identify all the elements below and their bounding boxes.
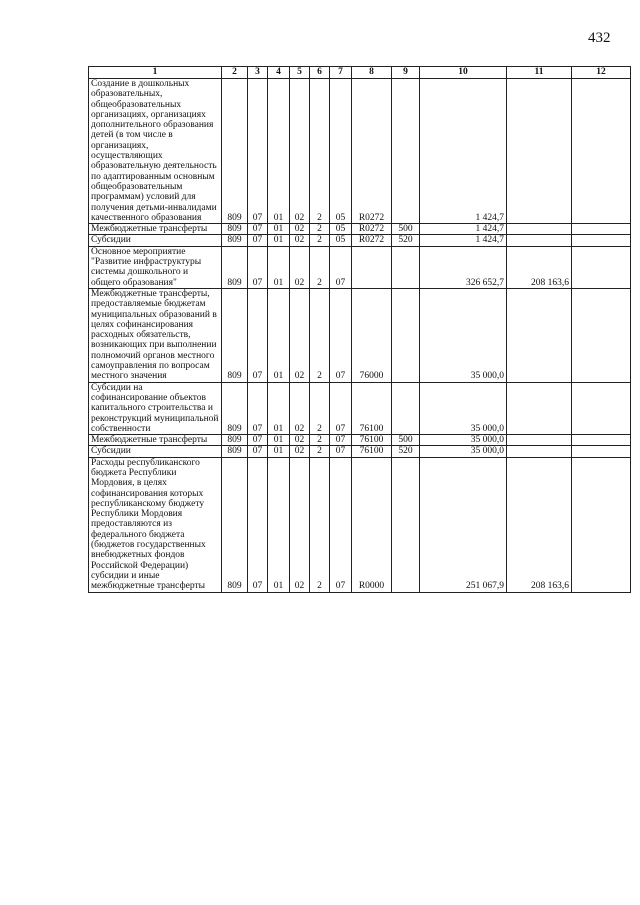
subsection-cell: 01 xyxy=(268,246,290,288)
row-description: Межбюджетные трансферты, предоставляемые бюджетам муниципальных образований в целях софинансирования расходных обязательств, возникающих при выполнении полномочий органов местного самоуправления по вопросам местного значения xyxy=(89,288,222,382)
amount-cell: 35 000,0 xyxy=(420,382,507,434)
column-header: 8 xyxy=(352,67,392,79)
program-cell: 02 xyxy=(290,246,310,288)
type-cell: 520 xyxy=(392,235,420,246)
column-header: 1 xyxy=(89,67,222,79)
page-number: 432 xyxy=(588,30,611,46)
program-cell: 02 xyxy=(290,288,310,382)
program-cell: 02 xyxy=(290,79,310,224)
event-cell: 05 xyxy=(330,79,352,224)
amount-cell: 326 652,7 xyxy=(420,246,507,288)
amount-cell: 251 067,9 xyxy=(420,457,507,592)
event-cell: 05 xyxy=(330,224,352,235)
amount-cell xyxy=(572,79,631,224)
table-row xyxy=(89,435,631,446)
table-row xyxy=(89,235,631,246)
amount-cell xyxy=(507,435,572,446)
event-cell: 05 xyxy=(330,235,352,246)
column-header: 5 xyxy=(290,67,310,79)
code-cell: 809 xyxy=(222,235,248,246)
column-header: 6 xyxy=(310,67,330,79)
code-cell: 809 xyxy=(222,246,248,288)
section-cell: 07 xyxy=(248,446,268,457)
amount-cell: 1 424,7 xyxy=(420,235,507,246)
subprogram-cell: 2 xyxy=(310,446,330,457)
amount-cell xyxy=(572,457,631,592)
amount-cell xyxy=(572,235,631,246)
row-description: Субсидии xyxy=(89,235,222,246)
amount-cell: 208 163,6 xyxy=(507,246,572,288)
row-description: Субсидии xyxy=(89,446,222,457)
program-cell: 02 xyxy=(290,235,310,246)
code-cell: 809 xyxy=(222,457,248,592)
column-header: 3 xyxy=(248,67,268,79)
subsection-cell: 01 xyxy=(268,224,290,235)
amount-cell xyxy=(507,79,572,224)
row-description: Основное мероприятие "Развитие инфраструктуры системы дошкольного и общего образования" xyxy=(89,246,222,288)
event-cell: 07 xyxy=(330,382,352,434)
amount-cell xyxy=(572,246,631,288)
target-cell: R0272 xyxy=(352,224,392,235)
type-cell: 500 xyxy=(392,435,420,446)
event-cell: 07 xyxy=(330,435,352,446)
event-cell: 07 xyxy=(330,288,352,382)
target-cell xyxy=(352,246,392,288)
type-cell xyxy=(392,288,420,382)
event-cell: 07 xyxy=(330,457,352,592)
amount-cell xyxy=(507,446,572,457)
section-cell: 07 xyxy=(248,457,268,592)
section-cell: 07 xyxy=(248,235,268,246)
subprogram-cell: 2 xyxy=(310,224,330,235)
amount-cell xyxy=(572,435,631,446)
amount-cell xyxy=(572,288,631,382)
type-cell: 500 xyxy=(392,224,420,235)
subsection-cell: 01 xyxy=(268,435,290,446)
amount-cell xyxy=(572,382,631,434)
type-cell xyxy=(392,457,420,592)
type-cell: 520 xyxy=(392,446,420,457)
program-cell: 02 xyxy=(290,457,310,592)
program-cell: 02 xyxy=(290,446,310,457)
target-cell: 76100 xyxy=(352,382,392,434)
section-cell: 07 xyxy=(248,246,268,288)
section-cell: 07 xyxy=(248,79,268,224)
column-header: 10 xyxy=(420,67,507,79)
row-description: Межбюджетные трансферты xyxy=(89,224,222,235)
section-cell: 07 xyxy=(248,382,268,434)
target-cell: 76100 xyxy=(352,446,392,457)
code-cell: 809 xyxy=(222,79,248,224)
column-header: 12 xyxy=(572,67,631,79)
column-header: 2 xyxy=(222,67,248,79)
amount-cell xyxy=(507,224,572,235)
column-header: 7 xyxy=(330,67,352,79)
subprogram-cell: 2 xyxy=(310,435,330,446)
amount-cell: 35 000,0 xyxy=(420,446,507,457)
subsection-cell: 01 xyxy=(268,288,290,382)
table-row xyxy=(89,224,631,235)
subprogram-cell: 2 xyxy=(310,235,330,246)
row-description: Межбюджетные трансферты xyxy=(89,435,222,446)
table-row xyxy=(89,288,631,382)
event-cell: 07 xyxy=(330,246,352,288)
table-row xyxy=(89,79,631,224)
column-header: 11 xyxy=(507,67,572,79)
section-cell: 07 xyxy=(248,435,268,446)
header-row xyxy=(89,67,631,79)
event-cell: 07 xyxy=(330,446,352,457)
amount-cell: 1 424,7 xyxy=(420,224,507,235)
program-cell: 02 xyxy=(290,224,310,235)
row-description: Расходы республиканского бюджета Республики Мордовия, в целях софинансирования которых республиканскому бюджету Республики Мордовия предоставляются из федерального бюджета (бюджетов государственных внебюджетных фондов Российской Федерации) субсидии и иные межбюджетные трансферты xyxy=(89,457,222,592)
column-header: 4 xyxy=(268,67,290,79)
amount-cell xyxy=(507,382,572,434)
subsection-cell: 01 xyxy=(268,457,290,592)
table-row xyxy=(89,382,631,434)
code-cell: 809 xyxy=(222,435,248,446)
amount-cell: 208 163,6 xyxy=(507,457,572,592)
subprogram-cell: 2 xyxy=(310,79,330,224)
table-row xyxy=(89,446,631,457)
target-cell: R0272 xyxy=(352,235,392,246)
section-cell: 07 xyxy=(248,288,268,382)
amount-cell xyxy=(507,288,572,382)
amount-cell xyxy=(507,235,572,246)
section-cell: 07 xyxy=(248,224,268,235)
subprogram-cell: 2 xyxy=(310,382,330,434)
code-cell: 809 xyxy=(222,382,248,434)
amount-cell xyxy=(572,224,631,235)
type-cell xyxy=(392,246,420,288)
table-row xyxy=(89,457,631,592)
subprogram-cell: 2 xyxy=(310,457,330,592)
target-cell: 76000 xyxy=(352,288,392,382)
code-cell: 809 xyxy=(222,446,248,457)
subsection-cell: 01 xyxy=(268,79,290,224)
subsection-cell: 01 xyxy=(268,382,290,434)
row-description: Субсидии на софинансирование объектов капитального строительства и реконструкций муниципальной собственности xyxy=(89,382,222,434)
subsection-cell: 01 xyxy=(268,446,290,457)
column-header: 9 xyxy=(392,67,420,79)
table-row xyxy=(89,246,631,288)
amount-cell: 35 000,0 xyxy=(420,435,507,446)
subprogram-cell: 2 xyxy=(310,288,330,382)
amount-cell xyxy=(572,446,631,457)
type-cell xyxy=(392,382,420,434)
subsection-cell: 01 xyxy=(268,235,290,246)
row-description: Создание в дошкольных образовательных, общеобразовательных организациях, организациях дополнительного образования детей (в том числе в организациях, осуществляющих образовательную деятельность по адаптированным основным общеобразовательным программам) условий для получения детьми-инвалидами качественного образования xyxy=(89,79,222,224)
budget-table xyxy=(88,66,631,593)
type-cell xyxy=(392,79,420,224)
code-cell: 809 xyxy=(222,288,248,382)
target-cell: R0272 xyxy=(352,79,392,224)
code-cell: 809 xyxy=(222,224,248,235)
amount-cell: 1 424,7 xyxy=(420,79,507,224)
program-cell: 02 xyxy=(290,382,310,434)
amount-cell: 35 000,0 xyxy=(420,288,507,382)
subprogram-cell: 2 xyxy=(310,246,330,288)
program-cell: 02 xyxy=(290,435,310,446)
target-cell: R0000 xyxy=(352,457,392,592)
target-cell: 76100 xyxy=(352,435,392,446)
